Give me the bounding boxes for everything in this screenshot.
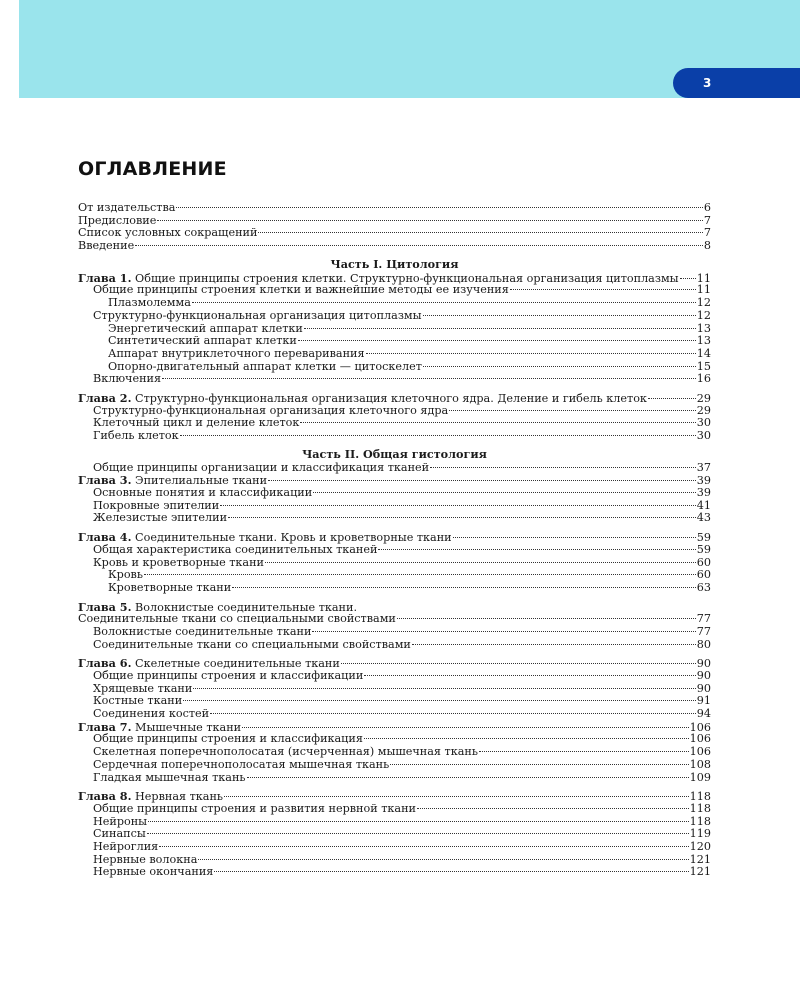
toc-entry-label: Скелетная поперечнополосатая (исчерченная) мышечная ткань: [93, 745, 478, 759]
toc-dot-leader: [148, 821, 689, 822]
toc-chapter-number: Глава 8.: [78, 789, 132, 804]
toc-entry-label: Нервная ткань: [135, 790, 224, 804]
toc-dot-leader: [224, 796, 689, 797]
toc-page-number: 43: [696, 511, 711, 525]
toc-page-number: 59: [696, 542, 711, 556]
toc-entry-label: Эпителиальные ткани: [135, 474, 268, 488]
toc-page-number: 16: [696, 372, 711, 386]
toc-entry-label: Покровные эпителии: [93, 498, 220, 512]
toc-page-number: 12: [696, 308, 711, 322]
toc-entry-label: Клеточный цикл и деление клеток: [93, 416, 300, 430]
toc-page-number: 41: [696, 498, 711, 512]
toc-page-number: 39: [696, 474, 711, 488]
toc-dot-leader: [313, 492, 696, 493]
toc-entry-label: Основные понятия и классификации: [93, 486, 313, 500]
table-of-contents: [78, 202, 711, 879]
toc-page-number: 91: [696, 694, 711, 708]
toc-dot-leader: [417, 808, 689, 809]
toc-entry-label: Мышечные ткани: [135, 720, 242, 734]
toc-dot-leader: [423, 315, 696, 316]
toc-entry-label: Общие принципы строения клетки. Структурно-функциональная организация цитоплазмы: [135, 271, 679, 285]
toc-entry[interactable]: [78, 227, 711, 240]
page-number-badge: 3: [673, 68, 800, 98]
page-title: ОГЛАВЛЕНИЕ: [78, 158, 227, 180]
toc-entry-label: Включения: [93, 372, 162, 386]
toc-page-number: 120: [689, 839, 711, 853]
toc-dot-leader: [220, 505, 696, 506]
toc-dot-leader: [265, 562, 696, 563]
toc-entry-title: [93, 639, 411, 652]
toc-dot-leader: [242, 727, 689, 728]
toc-page-number: 11: [696, 283, 711, 297]
toc-dot-leader: [341, 663, 696, 664]
toc-page-number: 63: [696, 580, 711, 594]
toc-entry[interactable]: [78, 361, 711, 374]
toc-page-number: 118: [689, 790, 711, 804]
toc-entry-label: Структурно-функциональная организация клеточного ядра. Деление и гибель клеток: [135, 391, 647, 405]
toc-dot-leader: [228, 517, 696, 518]
toc-dot-leader: [479, 751, 689, 752]
toc-dot-leader: [157, 220, 703, 221]
toc-entry-label: Волокнистые соединительные ткани.: [135, 600, 358, 614]
toc-entry-label: Предисловие: [78, 213, 157, 227]
toc-dot-leader: [453, 537, 696, 538]
toc-page-number: 60: [696, 568, 711, 582]
toc-entry-label: Введение: [78, 239, 135, 253]
toc-dot-leader: [135, 245, 703, 246]
toc-entry-label: Соединения костей: [93, 707, 210, 721]
toc-chapter-number: Глава 4.: [78, 530, 132, 545]
toc-entry-label: Синапсы: [93, 827, 146, 841]
toc-entry[interactable]: [78, 708, 711, 721]
toc-dot-leader: [449, 410, 696, 411]
toc-dot-leader: [378, 549, 695, 550]
toc-entry[interactable]: [78, 373, 711, 386]
toc-page-number: 60: [696, 555, 711, 569]
toc-part-heading: Часть I. Цитология: [330, 256, 459, 271]
toc-entry[interactable]: [78, 240, 711, 253]
toc-page-number: 77: [696, 612, 711, 626]
toc-entry-label: Нейроны: [93, 814, 148, 828]
toc-page-number: 30: [696, 429, 711, 442]
toc-dot-leader: [366, 353, 696, 354]
toc-entry-label: Структурно-функциональная организация клеточного ядра: [93, 403, 449, 417]
toc-page-number: 13: [696, 334, 711, 348]
toc-dot-leader: [198, 859, 688, 860]
toc-entry-label: Соединительные ткани со специальными свойствами: [93, 637, 411, 651]
toc-dot-leader: [214, 871, 688, 872]
toc-entry-label: Гладкая мышечная ткань: [93, 770, 246, 784]
toc-entry-label: Список условных сокращений: [78, 226, 258, 240]
toc-entry-label: Нейроглия: [93, 839, 159, 853]
toc-page-number: 8: [703, 239, 711, 253]
toc-entry[interactable]: [78, 828, 711, 841]
toc-page-number: 90: [696, 657, 711, 671]
toc-page-number: 29: [696, 391, 711, 405]
toc-page-number: 119: [689, 827, 711, 841]
toc-page-number: 37: [696, 460, 711, 474]
toc-part-heading: Часть II. Общая гистология: [302, 446, 487, 461]
toc-entry[interactable]: [78, 772, 711, 785]
toc-page-number: 11: [696, 271, 711, 285]
toc-page-number: 59: [696, 531, 711, 545]
toc-entry-label: Железистые эпителии: [93, 511, 228, 525]
toc-dot-leader: [300, 422, 695, 423]
toc-dot-leader: [430, 467, 696, 468]
toc-page-number: 39: [696, 486, 711, 500]
toc-chapter-number: Глава 3.: [78, 473, 132, 488]
toc-dot-leader: [193, 688, 695, 689]
toc-dot-leader: [364, 675, 695, 676]
toc-entry-title: [108, 582, 231, 595]
toc-dot-leader: [412, 644, 696, 645]
toc-entry-label: Нервные окончания: [93, 865, 214, 879]
toc-entry-label: Соединительные ткани. Кровь и кроветворные ткани: [135, 531, 452, 545]
toc-entry[interactable]: [78, 816, 711, 829]
toc-page-number: 109: [689, 770, 711, 784]
toc-page-number: 118: [689, 801, 711, 815]
toc-page-number: 108: [689, 757, 711, 771]
toc-dot-leader: [159, 846, 688, 847]
toc-chapter-number: Глава 6.: [78, 656, 132, 671]
toc-page-number: 77: [696, 624, 711, 638]
toc-chapter-number: Глава 5.: [78, 599, 132, 614]
toc-dot-leader: [390, 764, 688, 765]
toc-page-number: 15: [696, 359, 711, 373]
toc-page-number: 121: [689, 865, 711, 879]
toc-entry-label: Кровь и кроветворные ткани: [93, 555, 265, 569]
toc-entry-label: Кровь: [108, 568, 143, 582]
toc-entry-label: Скелетные соединительные ткани: [135, 657, 340, 671]
toc-entry-label: Нервные волокна: [93, 852, 198, 866]
toc-entry-label: Общие принципы строения и классификация: [93, 732, 363, 746]
toc-page-number: 7: [703, 213, 711, 227]
toc-entry[interactable]: [78, 866, 711, 879]
toc-entry[interactable]: [78, 202, 711, 215]
toc-page-number: 106: [689, 732, 711, 746]
toc-entry-label: Плазмолемма: [108, 296, 191, 310]
toc-page-number: 106: [689, 745, 711, 759]
toc-page-number: 30: [696, 416, 711, 430]
toc-page-number: 6: [703, 201, 711, 214]
toc-dot-leader: [192, 302, 696, 303]
toc-dot-leader: [268, 480, 696, 481]
toc-page-number: 90: [696, 681, 711, 695]
toc-page-number: 7: [703, 226, 711, 240]
toc-dot-leader: [304, 328, 696, 329]
toc-dot-leader: [247, 777, 689, 778]
toc-entry-label: Общие принципы организации и классификация тканей: [93, 460, 430, 474]
toc-entry-label: Волокнистые соединительные ткани: [93, 624, 312, 638]
toc-entry-label: Хрящевые ткани: [93, 681, 193, 695]
toc-entry-title: [93, 512, 227, 525]
toc-dot-leader: [423, 366, 696, 367]
toc-entry[interactable]: [78, 512, 711, 525]
toc-entry[interactable]: [78, 582, 711, 595]
toc-dot-leader: [232, 587, 696, 588]
toc-dot-leader: [147, 833, 689, 834]
toc-entry[interactable]: [78, 557, 711, 570]
toc-page-number: 14: [696, 346, 711, 360]
toc-entry-label: Синтетический аппарат клетки: [108, 334, 297, 348]
toc-chapter-number: Глава 1.: [78, 270, 132, 285]
toc-entry[interactable]: [78, 430, 711, 443]
toc-dot-leader: [648, 398, 696, 399]
toc-entry-label: Соединительные ткани со специальными свойствами: [78, 612, 396, 626]
toc-page-number: 80: [696, 637, 711, 651]
toc-dot-leader: [364, 738, 689, 739]
toc-page-number: 12: [696, 296, 711, 310]
toc-entry-label: Общие принципы строения клетки и важнейшие методы ее изучения: [93, 283, 509, 297]
toc-entry-label: Сердечная поперечнополосатая мышечная ткань: [93, 757, 390, 771]
toc-dot-leader: [680, 278, 696, 279]
toc-page-number: 118: [689, 814, 711, 828]
toc-entry-label: Опорно-двигательный аппарат клетки — цитоскелет: [108, 359, 422, 373]
toc-page-number: 106: [689, 720, 711, 734]
toc-dot-leader: [210, 713, 696, 714]
toc-dot-leader: [176, 207, 702, 208]
toc-page-number: 13: [696, 321, 711, 335]
toc-entry-title: [93, 866, 213, 879]
toc-page-number: 29: [696, 403, 711, 417]
toc-entry-label: Энергетический аппарат клетки: [108, 321, 303, 335]
toc-entry-title: [93, 462, 429, 475]
toc-entry-label: Общая характеристика соединительных тканей: [93, 542, 378, 556]
toc-dot-leader: [144, 574, 696, 575]
toc-entry-label: Костные ткани: [93, 694, 183, 708]
toc-chapter-number: Глава 2.: [78, 390, 132, 405]
toc-entry-title: [93, 772, 246, 785]
toc-entry-title: [93, 430, 179, 443]
toc-dot-leader: [397, 618, 696, 619]
toc-dot-leader: [298, 340, 696, 341]
toc-entry-label: Кроветворные ткани: [108, 580, 232, 594]
toc-dot-leader: [510, 289, 696, 290]
toc-dot-leader: [258, 232, 702, 233]
toc-entry-label: Аппарат внутриклеточного переваривания: [108, 346, 365, 360]
toc-dot-leader: [162, 378, 696, 379]
toc-entry-title: [78, 240, 134, 253]
toc-dot-leader: [312, 631, 695, 632]
toc-entry[interactable]: [78, 462, 711, 475]
toc-entry-label: От издательства: [78, 201, 176, 214]
toc-entry-label: Общие принципы строения и развития нервной ткани: [93, 801, 417, 815]
toc-entry-label: Общие принципы строения и классификации: [93, 669, 364, 682]
toc-page-number: 90: [696, 669, 711, 682]
toc-entry-label: Гибель клеток: [93, 429, 179, 442]
toc-page-number: 121: [689, 852, 711, 866]
toc-dot-leader: [183, 700, 696, 701]
toc-page-number: 94: [696, 707, 711, 721]
toc-entry-label: Структурно-функциональная организация цитоплазмы: [93, 308, 422, 322]
toc-dot-leader: [180, 435, 696, 436]
toc-entry[interactable]: [78, 803, 711, 816]
toc-entry-title: [93, 373, 161, 386]
toc-entry[interactable]: [78, 639, 711, 652]
toc-chapter-number: Глава 7.: [78, 719, 132, 734]
